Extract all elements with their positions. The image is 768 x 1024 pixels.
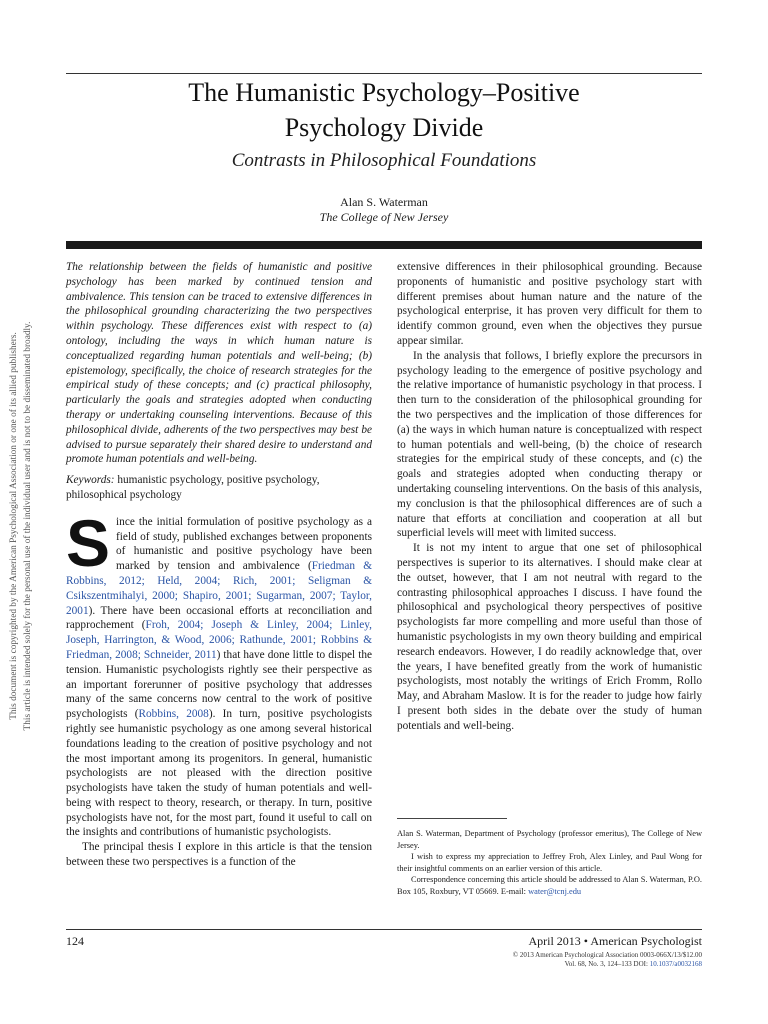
right-column xyxy=(397,260,702,734)
author-block xyxy=(66,195,702,225)
copyright-block xyxy=(302,951,702,968)
citation-link-robbins[interactable]: Robbins, 2008 xyxy=(138,708,209,721)
left-column xyxy=(66,260,372,870)
header-divider-bar xyxy=(66,241,702,249)
page-number: 124 xyxy=(66,934,84,948)
body-paragraph-2: The principal thesis I explore in this article is that the tension between these two perspectives is a function of the xyxy=(66,841,372,869)
footer-rule xyxy=(66,929,702,930)
copyright-side-notice xyxy=(6,306,40,746)
correspondence-text: Correspondence concerning this article should be addressed to Alan S. Waterman, P.O. Box 105, Roxbury, VT 05669. E-mail: xyxy=(397,875,702,896)
body-paragraph-5: It is not my intent to argue that one set of philosophical perspectives is superior to its alternatives. I should make clear at the outset, however, that I am not neutral with regard to the contrasting philosophical approaches I discuss. I have found the philosophical and psychological theory perspectives of positive psychologists far more compelling and more useful than those of humanistic psychologists in my own theory building and empirical research endeavors. However, I do readily acknowledge that, over the years, I have benefited greatly from the work of humanistic psychologists, most notably the writings of Erich Fromm, Rollo May, and Abraham Maslow. It is for the reader to judge how fairly I present both sides in the debate over the study of human potentials and well-being. xyxy=(397,542,702,732)
keywords xyxy=(66,473,372,503)
author-name: Alan S. Waterman xyxy=(340,195,428,209)
p1-text-c: ) that have done little to dispel the tension. Humanistic psychologists rightly see their perspective as an important forerunner of positive psychology that addresses many of the same concerns now central to the work of positive psychologists ( xyxy=(66,648,372,721)
keywords-text: humanistic psychology, positive psychology, philosophical psychology xyxy=(66,474,320,501)
abstract: The relationship between the fields of humanistic and positive psychology has been marked by continued tension and ambivalence. This tension can be traced to extensive differences in the philosophical grounding characterizing the two perspectives within psychology. These differences exist with respect to (a) ontology, including the ways in which human nature is conceptualized regarding human potentials and well-being; (b) epistemology, specifically, the choice of research strategies for the empirical study of these concepts; and (c) practical philosophy, particularly the goals and strategies adopted when conducting therapy or undertaking counseling interventions. Because of this philosophical divide, adherents of the two perspectives may best be advised to pursue separately their shared desire to understand and promote human potentials and well-being. xyxy=(66,261,372,466)
footnote-author: Alan S. Waterman, Department of Psychology (professor emeritus), The College of New Jersey. xyxy=(397,829,702,850)
footnotes xyxy=(397,828,702,898)
citation-link-group-2[interactable]: Froh, 2004; Joseph & Linley, 2004; Linley, Joseph, Harrington, & Wood, 2006; Rathunde, 2001; Robbins & Friedman, 2008; Schneider, 2011 xyxy=(66,619,372,661)
top-rule xyxy=(66,73,702,74)
side-notice-line-1: This document is copyrighted by the American Psychological Association or one of its allied publishers. xyxy=(9,332,19,720)
keywords-label: Keywords: xyxy=(66,474,115,487)
footnote-acknowledgment: I wish to express my appreciation to Jeffrey Froh, Alex Linley, and Paul Wong for their insightful comments on an earlier version of this article. xyxy=(397,852,702,873)
doi-link[interactable]: 10.1037/a0032168 xyxy=(649,959,702,968)
journal-issue: April 2013 • American Psychologist xyxy=(528,934,702,948)
volume-info: Vol. 68, No. 3, 124–133 DOI: xyxy=(564,959,650,968)
article-subtitle: Contrasts in Philosophical Foundations xyxy=(231,150,537,171)
article-title xyxy=(66,75,702,145)
title-line-2: Psychology Divide xyxy=(284,113,484,142)
email-link[interactable]: water@tcnj.edu xyxy=(528,886,582,896)
drop-cap: S xyxy=(66,505,111,580)
footnote-rule xyxy=(397,818,507,819)
side-notice-line-2: This article is intended solely for the personal use of the individual user and is not to be disseminated broadly. xyxy=(22,321,33,731)
p1-text-a: ince the initial formulation of positive psychology as a field of study, published exchanges between proponents of humanistic and positive psychology have been marked by tension and ambivalence ( xyxy=(116,515,372,573)
body-paragraph-4: In the analysis that follows, I briefly explore the precursors in psychology leading to the emergence of positive psychology and the relative importance of humanistic psychology in that process. I then turn to the consideration of the philosophical grounding for the two perspectives and the implication of those differences for (a) the ways in which human nature is conceptualized with respect to human potentials and well-being, (b) the choice of research strategies for the empirical study of these concepts, and (c) the goals and strategies adopted when conducting therapy or undertaking counseling interventions. On the basis of this analysis, my conclusion is that the philosophical differences are of such a nature that efforts at conciliation and cooperation at all but superficial levels will meet with limited success. xyxy=(397,349,702,540)
copyright-line-1: © 2013 American Psychological Association 0003-066X/13/$12.00 xyxy=(512,951,702,959)
title-line-1: The Humanistic Psychology–Positive xyxy=(188,78,580,107)
p1-text-d: ). In turn, positive psychologists rightly see humanistic psychology as one among several historical foundations leading to the creation of positive psychology and not the most important among its progenitors. In general, humanistic psychologists are not pleased with the direction positive psychologists have taken the study of human potentials and well-being with respect to theory, research, or therapy. In turn, positive psychologists have not, for the most part, found it useful to call on the insights and contributions of humanistic psychologists. xyxy=(66,708,372,839)
p1-text-b: ). There have been occasional efforts at reconciliation and rapprochement ( xyxy=(66,604,372,632)
copyright-line-2 xyxy=(302,960,702,969)
citation-link-group-1[interactable]: Friedman & Robbins, 2012; Held, 2004; Rich, 2001; Seligman & Csikszentmihalyi, 2000; Shapiro, 2001; Sugarman, 2007; Taylor, 2001 xyxy=(66,560,372,617)
body-paragraph-1 xyxy=(66,505,372,841)
footnote-correspondence xyxy=(397,874,702,897)
body-paragraph-3: extensive differences in their philosophical grounding. Because proponents of humanistic and positive psychology start with different premises about human nature and the nature of the psychological enterprise, it has proven very difficult for them to identify common ground, even when the objectives they pursue appear similar. xyxy=(397,261,702,347)
author-affiliation: The College of New Jersey xyxy=(319,210,449,224)
